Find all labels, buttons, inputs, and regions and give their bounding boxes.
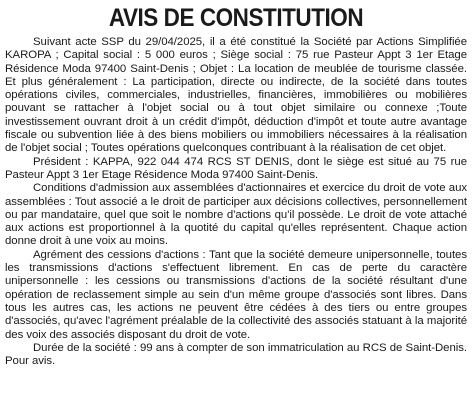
paragraph-duration: Durée de la société : 99 ans à compter de son immatriculation au RCS de Saint-Denis. Pour avis. xyxy=(5,341,467,368)
paragraph-assemblies: Conditions d'admission aux assemblées d'actionnaires et exercice du droit de vote aux assemblées : Tout associé a le droit de participer aux décisions collectives, personnellement ou par mandataire, quel que soit le nombre d'actions qu'il possède. Le droit de vote attaché aux actions est proportionnel à la quotité du capital qu'elles représentent. Chaque action donne droit à une voix au moins. xyxy=(5,182,467,248)
notice-title: AVIS DE CONSTITUTION xyxy=(108,4,364,32)
paragraph-constitution: Suivant acte SSP du 29/04/2025, il a été constitué la Société par Actions Simplifiée KAROPA ; Capital social : 5 000 euros ; Siège social : 75 rue Pasteur Appt 3 1er Etage Résidence Moda 97400 Saint-Denis ; Objet : La location de meublée de tourisme classée. Et plus généralement : La participation, directe ou indirecte, de la société dans toutes opérations civiles, commerciales, industrielles, financières, immobilières ou mobilières pouvant se rattacher à l'objet social ou à tout objet similaire ou connexe ;Toute investissement ouvrant droit à un crédit d'impôt, déduction d'impôt et toute autre avantage fiscale ou subvention liée à des biens mobiliers ou immobiliers nécessaires à la réalisation de l'objet social ; Toutes opérations quelconques contribuant à la réalisation de cet objet. xyxy=(5,36,467,155)
paragraph-president: Président : KAPPA, 922 044 474 RCS ST DENIS, dont le siège est situé au 75 rue Pasteur Appt 3 1er Etage Résidence Moda 97400 Saint-Denis. xyxy=(5,155,467,181)
paragraph-share-transfer: Agrément des cessions d'actions : Tant que la société demeure unipersonnelle, toutes les transmissions d'actions s'effectuent librement. En cas de perte du caractère unipersonnelle : les cessions ou transmissions d'actions de la société résultant d'une opération de reclassement simple au sein d'un même groupe d'associés sont libres. Dans tous les autres cas, les actions ne peuvent être cédées à des tiers ou entre groupes d'associés, qu'avec l'agrément préalable de la collectivité des associés statuant à la majorité des voix des associés disposant du droit de vote. xyxy=(5,248,467,341)
